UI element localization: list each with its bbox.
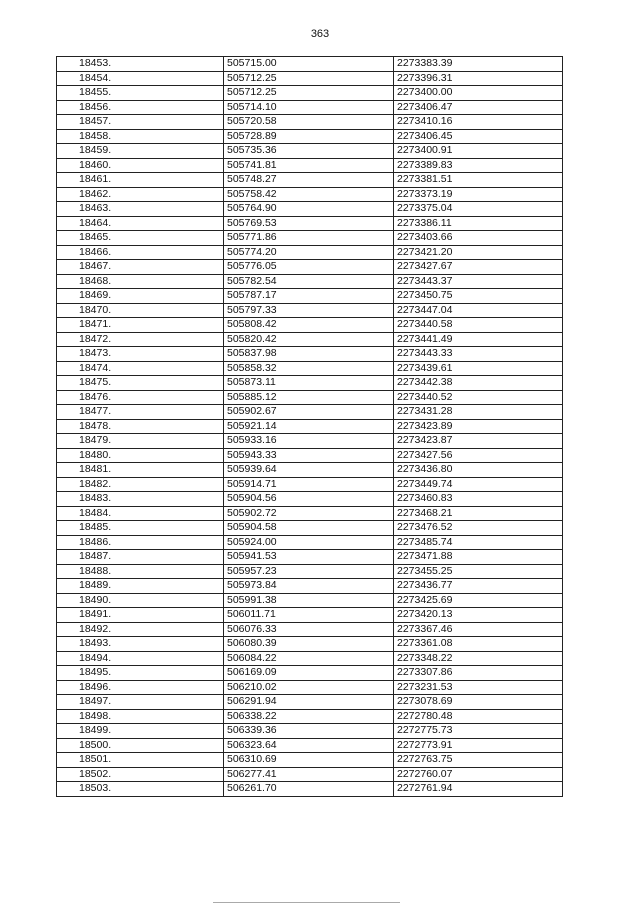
table-row [57, 695, 563, 710]
point-number-cell: 18481. [57, 463, 224, 478]
y-coordinate-cell: 2272763.75 [394, 753, 563, 768]
table-row [57, 260, 563, 275]
point-number-cell: 18486. [57, 535, 224, 550]
y-coordinate-cell: 2273400.91 [394, 144, 563, 159]
x-coordinate-cell: 505712.25 [224, 86, 394, 101]
y-coordinate-cell: 2273439.61 [394, 361, 563, 376]
x-coordinate-cell: 505924.00 [224, 535, 394, 550]
y-coordinate-cell: 2273427.56 [394, 448, 563, 463]
x-coordinate-cell: 505902.72 [224, 506, 394, 521]
point-number-cell: 18461. [57, 173, 224, 188]
x-coordinate-cell: 506310.69 [224, 753, 394, 768]
point-number-cell: 18503. [57, 782, 224, 797]
table-row [57, 202, 563, 217]
x-coordinate-cell: 506210.02 [224, 680, 394, 695]
y-coordinate-cell: 2273403.66 [394, 231, 563, 246]
y-coordinate-cell: 2273421.20 [394, 245, 563, 260]
y-coordinate-cell: 2272773.91 [394, 738, 563, 753]
table-row [57, 100, 563, 115]
y-coordinate-cell: 2273373.19 [394, 187, 563, 202]
point-number-cell: 18501. [57, 753, 224, 768]
y-coordinate-cell: 2273386.11 [394, 216, 563, 231]
x-coordinate-cell: 506076.33 [224, 622, 394, 637]
table-row [57, 463, 563, 478]
table-row [57, 753, 563, 768]
footer-rule [213, 902, 400, 903]
x-coordinate-cell: 506338.22 [224, 709, 394, 724]
point-number-cell: 18480. [57, 448, 224, 463]
point-number-cell: 18458. [57, 129, 224, 144]
x-coordinate-cell: 505904.58 [224, 521, 394, 536]
x-coordinate-cell: 506169.09 [224, 666, 394, 681]
x-coordinate-cell: 505858.32 [224, 361, 394, 376]
point-number-cell: 18456. [57, 100, 224, 115]
table-row [57, 231, 563, 246]
x-coordinate-cell: 505714.10 [224, 100, 394, 115]
y-coordinate-cell: 2273431.28 [394, 405, 563, 420]
y-coordinate-cell: 2273441.49 [394, 332, 563, 347]
y-coordinate-cell: 2272761.94 [394, 782, 563, 797]
x-coordinate-cell: 506291.94 [224, 695, 394, 710]
point-number-cell: 18490. [57, 593, 224, 608]
y-coordinate-cell: 2273443.33 [394, 347, 563, 362]
table-row [57, 318, 563, 333]
table-row [57, 521, 563, 536]
y-coordinate-cell: 2273449.74 [394, 477, 563, 492]
x-coordinate-cell: 505921.14 [224, 419, 394, 434]
x-coordinate-cell: 505914.71 [224, 477, 394, 492]
y-coordinate-cell: 2273455.25 [394, 564, 563, 579]
page-number: 363 [310, 28, 330, 40]
y-coordinate-cell: 2273440.52 [394, 390, 563, 405]
point-number-cell: 18485. [57, 521, 224, 536]
x-coordinate-cell: 505776.05 [224, 260, 394, 275]
table-row [57, 187, 563, 202]
y-coordinate-cell: 2273361.08 [394, 637, 563, 652]
x-coordinate-cell: 505943.33 [224, 448, 394, 463]
y-coordinate-cell: 2273485.74 [394, 535, 563, 550]
point-number-cell: 18473. [57, 347, 224, 362]
x-coordinate-cell: 505764.90 [224, 202, 394, 217]
table-row [57, 86, 563, 101]
point-number-cell: 18482. [57, 477, 224, 492]
x-coordinate-cell: 505820.42 [224, 332, 394, 347]
x-coordinate-cell: 505769.53 [224, 216, 394, 231]
point-number-cell: 18496. [57, 680, 224, 695]
table-row [57, 564, 563, 579]
table-row [57, 709, 563, 724]
table-row [57, 622, 563, 637]
table-row [57, 332, 563, 347]
coordinates-table [56, 56, 563, 797]
y-coordinate-cell: 2273410.16 [394, 115, 563, 130]
y-coordinate-cell: 2273476.52 [394, 521, 563, 536]
y-coordinate-cell: 2273383.39 [394, 57, 563, 72]
x-coordinate-cell: 505771.86 [224, 231, 394, 246]
table-row [57, 767, 563, 782]
table-row [57, 129, 563, 144]
y-coordinate-cell: 2273450.75 [394, 289, 563, 304]
y-coordinate-cell: 2273307.86 [394, 666, 563, 681]
x-coordinate-cell: 506261.70 [224, 782, 394, 797]
point-number-cell: 18472. [57, 332, 224, 347]
x-coordinate-cell: 505904.56 [224, 492, 394, 507]
x-coordinate-cell: 505797.33 [224, 303, 394, 318]
y-coordinate-cell: 2273468.21 [394, 506, 563, 521]
x-coordinate-cell: 505728.89 [224, 129, 394, 144]
x-coordinate-cell: 506339.36 [224, 724, 394, 739]
x-coordinate-cell: 505787.17 [224, 289, 394, 304]
x-coordinate-cell: 505715.00 [224, 57, 394, 72]
table-row [57, 608, 563, 623]
table-row [57, 303, 563, 318]
point-number-cell: 18487. [57, 550, 224, 565]
x-coordinate-cell: 505748.27 [224, 173, 394, 188]
y-coordinate-cell: 2273367.46 [394, 622, 563, 637]
x-coordinate-cell: 505712.25 [224, 71, 394, 86]
point-number-cell: 18475. [57, 376, 224, 391]
point-number-cell: 18502. [57, 767, 224, 782]
y-coordinate-cell: 2273440.58 [394, 318, 563, 333]
x-coordinate-cell: 505885.12 [224, 390, 394, 405]
y-coordinate-cell: 2273436.80 [394, 463, 563, 478]
y-coordinate-cell: 2273460.83 [394, 492, 563, 507]
x-coordinate-cell: 506277.41 [224, 767, 394, 782]
x-coordinate-cell: 505808.42 [224, 318, 394, 333]
x-coordinate-cell: 506323.64 [224, 738, 394, 753]
y-coordinate-cell: 2272760.07 [394, 767, 563, 782]
point-number-cell: 18470. [57, 303, 224, 318]
y-coordinate-cell: 2273375.04 [394, 202, 563, 217]
x-coordinate-cell: 505902.67 [224, 405, 394, 420]
table-row [57, 535, 563, 550]
table-row [57, 448, 563, 463]
y-coordinate-cell: 2273471.88 [394, 550, 563, 565]
table-row [57, 216, 563, 231]
point-number-cell: 18459. [57, 144, 224, 159]
table-row [57, 637, 563, 652]
table-row [57, 506, 563, 521]
y-coordinate-cell: 2273400.00 [394, 86, 563, 101]
point-number-cell: 18493. [57, 637, 224, 652]
x-coordinate-cell: 506011.71 [224, 608, 394, 623]
y-coordinate-cell: 2273436.77 [394, 579, 563, 594]
table-row [57, 289, 563, 304]
table-row [57, 274, 563, 289]
y-coordinate-cell: 2272780.48 [394, 709, 563, 724]
y-coordinate-cell: 2273396.31 [394, 71, 563, 86]
x-coordinate-cell: 505933.16 [224, 434, 394, 449]
point-number-cell: 18455. [57, 86, 224, 101]
y-coordinate-cell: 2273427.67 [394, 260, 563, 275]
table-row [57, 782, 563, 797]
point-number-cell: 18464. [57, 216, 224, 231]
point-number-cell: 18495. [57, 666, 224, 681]
table-row [57, 651, 563, 666]
table-row [57, 593, 563, 608]
y-coordinate-cell: 2273442.38 [394, 376, 563, 391]
point-number-cell: 18469. [57, 289, 224, 304]
table-row [57, 390, 563, 405]
x-coordinate-cell: 505973.84 [224, 579, 394, 594]
y-coordinate-cell: 2273447.04 [394, 303, 563, 318]
table-row [57, 724, 563, 739]
point-number-cell: 18488. [57, 564, 224, 579]
point-number-cell: 18454. [57, 71, 224, 86]
point-number-cell: 18499. [57, 724, 224, 739]
y-coordinate-cell: 2273381.51 [394, 173, 563, 188]
x-coordinate-cell: 505991.38 [224, 593, 394, 608]
x-coordinate-cell: 505782.54 [224, 274, 394, 289]
table-row [57, 71, 563, 86]
point-number-cell: 18479. [57, 434, 224, 449]
table-row [57, 115, 563, 130]
point-number-cell: 18468. [57, 274, 224, 289]
y-coordinate-cell: 2273406.45 [394, 129, 563, 144]
point-number-cell: 18476. [57, 390, 224, 405]
point-number-cell: 18463. [57, 202, 224, 217]
table-row [57, 347, 563, 362]
y-coordinate-cell: 2273231.53 [394, 680, 563, 695]
point-number-cell: 18466. [57, 245, 224, 260]
point-number-cell: 18462. [57, 187, 224, 202]
x-coordinate-cell: 505957.23 [224, 564, 394, 579]
x-coordinate-cell: 505720.58 [224, 115, 394, 130]
y-coordinate-cell: 2273389.83 [394, 158, 563, 173]
table-row [57, 376, 563, 391]
table-row [57, 158, 563, 173]
point-number-cell: 18498. [57, 709, 224, 724]
x-coordinate-cell: 505735.36 [224, 144, 394, 159]
x-coordinate-cell: 506084.22 [224, 651, 394, 666]
x-coordinate-cell: 505939.64 [224, 463, 394, 478]
table-row [57, 144, 563, 159]
y-coordinate-cell: 2273423.89 [394, 419, 563, 434]
y-coordinate-cell: 2273078.69 [394, 695, 563, 710]
table-row [57, 57, 563, 72]
y-coordinate-cell: 2273406.47 [394, 100, 563, 115]
x-coordinate-cell: 505873.11 [224, 376, 394, 391]
point-number-cell: 18497. [57, 695, 224, 710]
x-coordinate-cell: 505941.53 [224, 550, 394, 565]
point-number-cell: 18465. [57, 231, 224, 246]
y-coordinate-cell: 2273420.13 [394, 608, 563, 623]
x-coordinate-cell: 505741.81 [224, 158, 394, 173]
point-number-cell: 18474. [57, 361, 224, 376]
point-number-cell: 18478. [57, 419, 224, 434]
point-number-cell: 18460. [57, 158, 224, 173]
point-number-cell: 18484. [57, 506, 224, 521]
point-number-cell: 18491. [57, 608, 224, 623]
point-number-cell: 18477. [57, 405, 224, 420]
y-coordinate-cell: 2272775.73 [394, 724, 563, 739]
point-number-cell: 18453. [57, 57, 224, 72]
table-row [57, 492, 563, 507]
table-row [57, 680, 563, 695]
y-coordinate-cell: 2273443.37 [394, 274, 563, 289]
point-number-cell: 18483. [57, 492, 224, 507]
y-coordinate-cell: 2273348.22 [394, 651, 563, 666]
x-coordinate-cell: 505774.20 [224, 245, 394, 260]
table-row [57, 361, 563, 376]
point-number-cell: 18492. [57, 622, 224, 637]
point-number-cell: 18471. [57, 318, 224, 333]
table-row [57, 477, 563, 492]
table-row [57, 419, 563, 434]
table-row [57, 579, 563, 594]
table-row [57, 738, 563, 753]
table-row [57, 173, 563, 188]
point-number-cell: 18489. [57, 579, 224, 594]
coordinates-table-body [57, 57, 563, 797]
point-number-cell: 18500. [57, 738, 224, 753]
table-row [57, 405, 563, 420]
x-coordinate-cell: 505758.42 [224, 187, 394, 202]
x-coordinate-cell: 506080.39 [224, 637, 394, 652]
point-number-cell: 18467. [57, 260, 224, 275]
table-row [57, 434, 563, 449]
y-coordinate-cell: 2273423.87 [394, 434, 563, 449]
table-row [57, 550, 563, 565]
y-coordinate-cell: 2273425.69 [394, 593, 563, 608]
x-coordinate-cell: 505837.98 [224, 347, 394, 362]
table-row [57, 666, 563, 681]
table-row [57, 245, 563, 260]
point-number-cell: 18494. [57, 651, 224, 666]
point-number-cell: 18457. [57, 115, 224, 130]
